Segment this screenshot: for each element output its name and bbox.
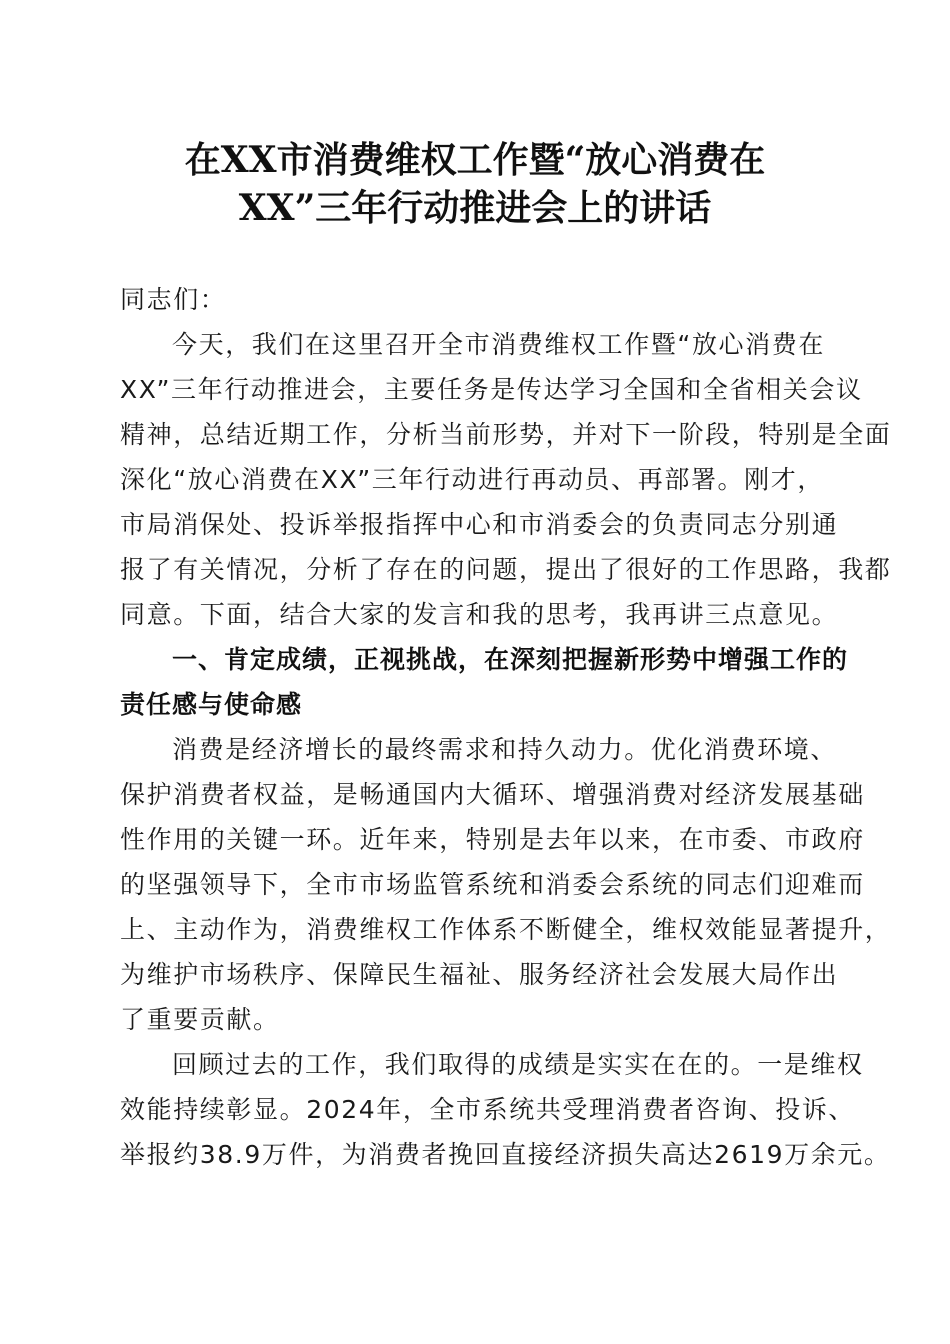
document-body — [120, 277, 892, 1177]
paragraph-line: 深化“放心消费在XX”三年行动进行再动员、再部署。刚才， — [120, 465, 824, 494]
paragraph-line: 精神，总结近期工作，分析当前形势，并对下一阶段，特别是全面 — [120, 420, 892, 449]
title-line-2: XX”三年行动推进会上的讲话 — [238, 187, 712, 229]
heading-line: 责任感与使命感 — [120, 690, 303, 719]
paragraph-line: 保护消费者权益，是畅通国内大循环、增强消费对经济发展基础 — [120, 780, 865, 809]
document-title — [120, 136, 830, 232]
title-line-1: 在XX市消费维权工作暨“放心消费在 — [184, 139, 766, 181]
paragraph-line: 消费是经济增长的最终需求和持久动力。优化消费环境、 — [172, 735, 838, 764]
paragraph-line: 同意。下面，结合大家的发言和我的思考，我再讲三点意见。 — [120, 600, 839, 629]
paragraph-line: XX”三年行动推进会，主要任务是传达学习全国和全省相关会议 — [120, 375, 863, 404]
section-heading-1 — [120, 637, 849, 727]
paragraph-line: 市局消保处、投诉举报指挥中心和市消委会的负责同志分别通 — [120, 510, 839, 539]
paragraph-review — [120, 1042, 891, 1177]
salutation: 同志们： — [120, 285, 227, 314]
paragraph-line: 举报约38.9万件，为消费者挽回直接经济损失高达2619万余元。 — [120, 1140, 891, 1169]
heading-line: 一、肯定成绩，正视挑战，在深刻把握新形势中增强工作的 — [172, 645, 849, 674]
paragraph-line: 的坚强领导下，全市市场监管系统和消委会系统的同志们迎难而 — [120, 870, 865, 899]
paragraph-line: 为维护市场秩序、保障民生福祉、服务经济社会发展大局作出 — [120, 960, 839, 989]
paragraph-line: 效能持续彰显。2024年，全市系统共受理消费者咨询、投诉、 — [120, 1095, 856, 1124]
paragraph-intro — [120, 322, 892, 637]
paragraph-line: 性作用的关键一环。近年来，特别是去年以来，在市委、市政府 — [120, 825, 865, 854]
paragraph-line: 了重要贡献。 — [120, 1005, 280, 1034]
paragraph-line: 回顾过去的工作，我们取得的成绩是实实在在的。一是维权 — [172, 1050, 864, 1079]
paragraph-line: 上、主动作为，消费维权工作体系不断健全，维权效能显著提升， — [120, 915, 892, 944]
paragraph-line: 报了有关情况，分析了存在的问题，提出了很好的工作思路，我都 — [120, 555, 892, 584]
paragraph-line: 今天，我们在这里召开全市消费维权工作暨“放心消费在 — [172, 330, 825, 359]
paragraph-consumption — [120, 727, 892, 1042]
